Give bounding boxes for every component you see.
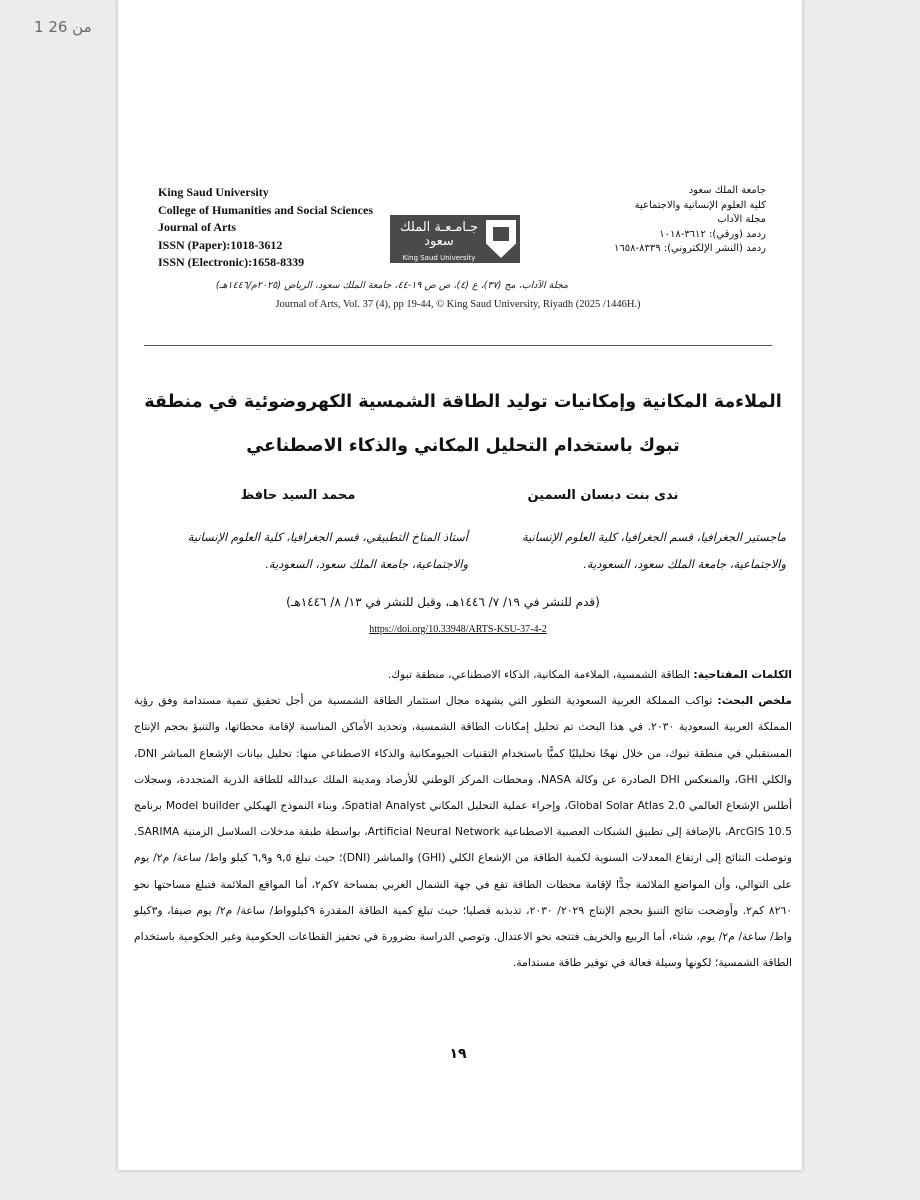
keywords-text: الطاقة الشمسية، الملاءمة المكانية، الذكاء الاصطناعي، منطقة تبوك.: [387, 668, 690, 681]
author-2-name: محمد السيد حافظ: [240, 488, 356, 503]
page-number: ١٩: [449, 1046, 467, 1062]
author-2-affiliation: أستاذ المناخ التطبيقي، قسم الجغرافيا، كلية العلوم الإنسانية والاجتماعية، جامعة الملك سعود، السعودية.: [187, 530, 468, 571]
logo-text-ar: جـامـعـة الملك سعود: [399, 220, 479, 249]
issn-paper-ar: ردمد (ورقي): ٣٦١٢-١٠١٨: [659, 228, 766, 240]
header-divider: [144, 345, 772, 346]
logo-text-en: King Saud University: [402, 254, 476, 262]
paper-title: الملاءمة المكانية وإمكانيات توليد الطاقة الشمسية الكهروضوئية في منطقة تبوك باستخدام التحليل المكاني والذكاء الاصطناعي: [144, 392, 782, 456]
issn-electronic-en: ISSN (Electronic):1658-8339: [158, 255, 305, 269]
author-1-name: ندى بنت دبسان السمين: [527, 488, 679, 503]
shield-icon: [486, 220, 516, 258]
journal-name-ar: مجلة الآداب: [717, 214, 766, 226]
issn-electronic-ar: ردمد (النشر الإلكتروني): ٨٣٣٩-١٦٥٨: [614, 243, 766, 255]
document-page: [118, 0, 802, 1170]
abstract-section: [134, 662, 792, 976]
issn-paper-en: ISSN (Paper):1018-3612: [158, 237, 283, 252]
university-name-ar: جامعة الملك سعود: [688, 185, 766, 196]
college-name-en: College of Humanities and Social Sciences: [158, 202, 373, 217]
header-english: [158, 184, 373, 272]
journal-name-en: Journal of Arts: [158, 220, 236, 234]
submission-dates: (قدم للنشر في ١٩/ ٧/ ١٤٤٦هـ، وقبل للنشر في ١٣/ ٨/ ١٤٤٦هـ): [286, 595, 600, 609]
abstract-paragraph: [134, 688, 792, 976]
author-1-affiliation: ماجستير الجغرافيا، قسم الجغرافيا، كلية العلوم الإنسانية والاجتماعية، جامعة الملك سعود، السعودية.: [521, 530, 786, 571]
keywords-label: الكلمات المفتاحية:: [693, 668, 792, 681]
college-name-ar: كلية العلوم الإنسانية والاجتماعية: [634, 199, 766, 211]
abstract-text: تواكب المملكة العربية السعودية التطور التي يشهده مجال استثمار الطاقة الشمسية من أجل تحقيق تنمية مستدامة وفق رؤية المملكة العربية السعودية ٢٠٣٠. في هذا البحث تم تحليل إمكانات الطاقة الشمسية، وتحديد الأماكن المناسبة لإقامة محطاتها، والتنبؤ بحجم الإنتاج المستقبلي في منطقة تبوك، من خلال نهجًا تحليليًا كميًّا باستخدام التقنيات الجيومكانية والذكاء الاصطناعي منها: تحليل بيانات الإشعاع المباشر DNI، والكلي GHI، والمنعكس DHI الصادرة عن وكالة NASA، ومحطات المركز الوطني للأرصاد ومدينة الملك عبدالله للطاقة الذرية المتجددة، وسجلات أطلس الإشعاع العالمي Global Solar Atlas 2.0، وإجراء عملية التحليل المكاني Spatial Analyst، وبناء النموذج الهيكلي Model builder برنامج ArcGIS 10.5، بالإضافة إلى تطبيق الشبكات العصبية الاصطناعية Artificial Neural Network، بواسطة طبقة مدخلات السلاسل الزمنية SARIMA. وتوصلت النتائج إلى ارتفاع المعدلات السنوية لكمية الطاقة من الإشعاع الكلي (GHI) والمباشر (DNI)؛ حيث تبلغ ٩,٥ و٦,٩ كيلو واط/ ساعة/ م٢/ يوم على التوالي، وأن المواضع الملائمة جدًّا لإقامة محطات الطاقة تقع في جهة الشمال الغربي بمساحة ٧كم٢، أما المواقع الملائمة فتبلغ مساحتها نحو ٨٢٦٠ كم٢. وأوضحت نتائج التنبؤ بحجم الإنتاج ٢٠٢٩/ ٢٠٣٠، تذبذبه فصليا؛ حيث تبلغ كمية الطاقة المقدرة ٩كيلوواط/ ساعة/ م٢/ يوم صيفا، و٣كيلو واط/ ساعة/ م٢/ يوم، شتاء، أما الربيع والخريف فتتجه نحو الاعتدال. وتوصي الدراسة بضرورة في تحفيز القطاعات الحكومية وغير الحكومية باستخدام الطاقة الشمسية؛ لكونها وسيلة فعالة في توفير طاقة مستدامة.: [134, 694, 793, 970]
keywords-paragraph: [134, 662, 792, 688]
university-logo: [390, 215, 520, 263]
abstract-label: ملخص البحث:: [717, 694, 792, 708]
university-name-en: King Saud University: [158, 185, 269, 199]
citation-arabic: مجلة الآداب، مج (٣٧)، ع (٤)، ص ص ١٩-٤٤، جامعة الملك سعود، الرياض (٢٠٢٥م/١٤٤٦هـ): [215, 280, 569, 291]
page-counter: 1 من 26: [34, 18, 92, 36]
header-arabic: [614, 184, 766, 257]
doi-link[interactable]: https://doi.org/10.33948/ARTS-KSU-37-4-2: [369, 624, 547, 635]
citation-english: Journal of Arts, Vol. 37 (4), pp 19-44, © King Saud University, Riyadh (2025 /1446H.): [275, 299, 641, 310]
